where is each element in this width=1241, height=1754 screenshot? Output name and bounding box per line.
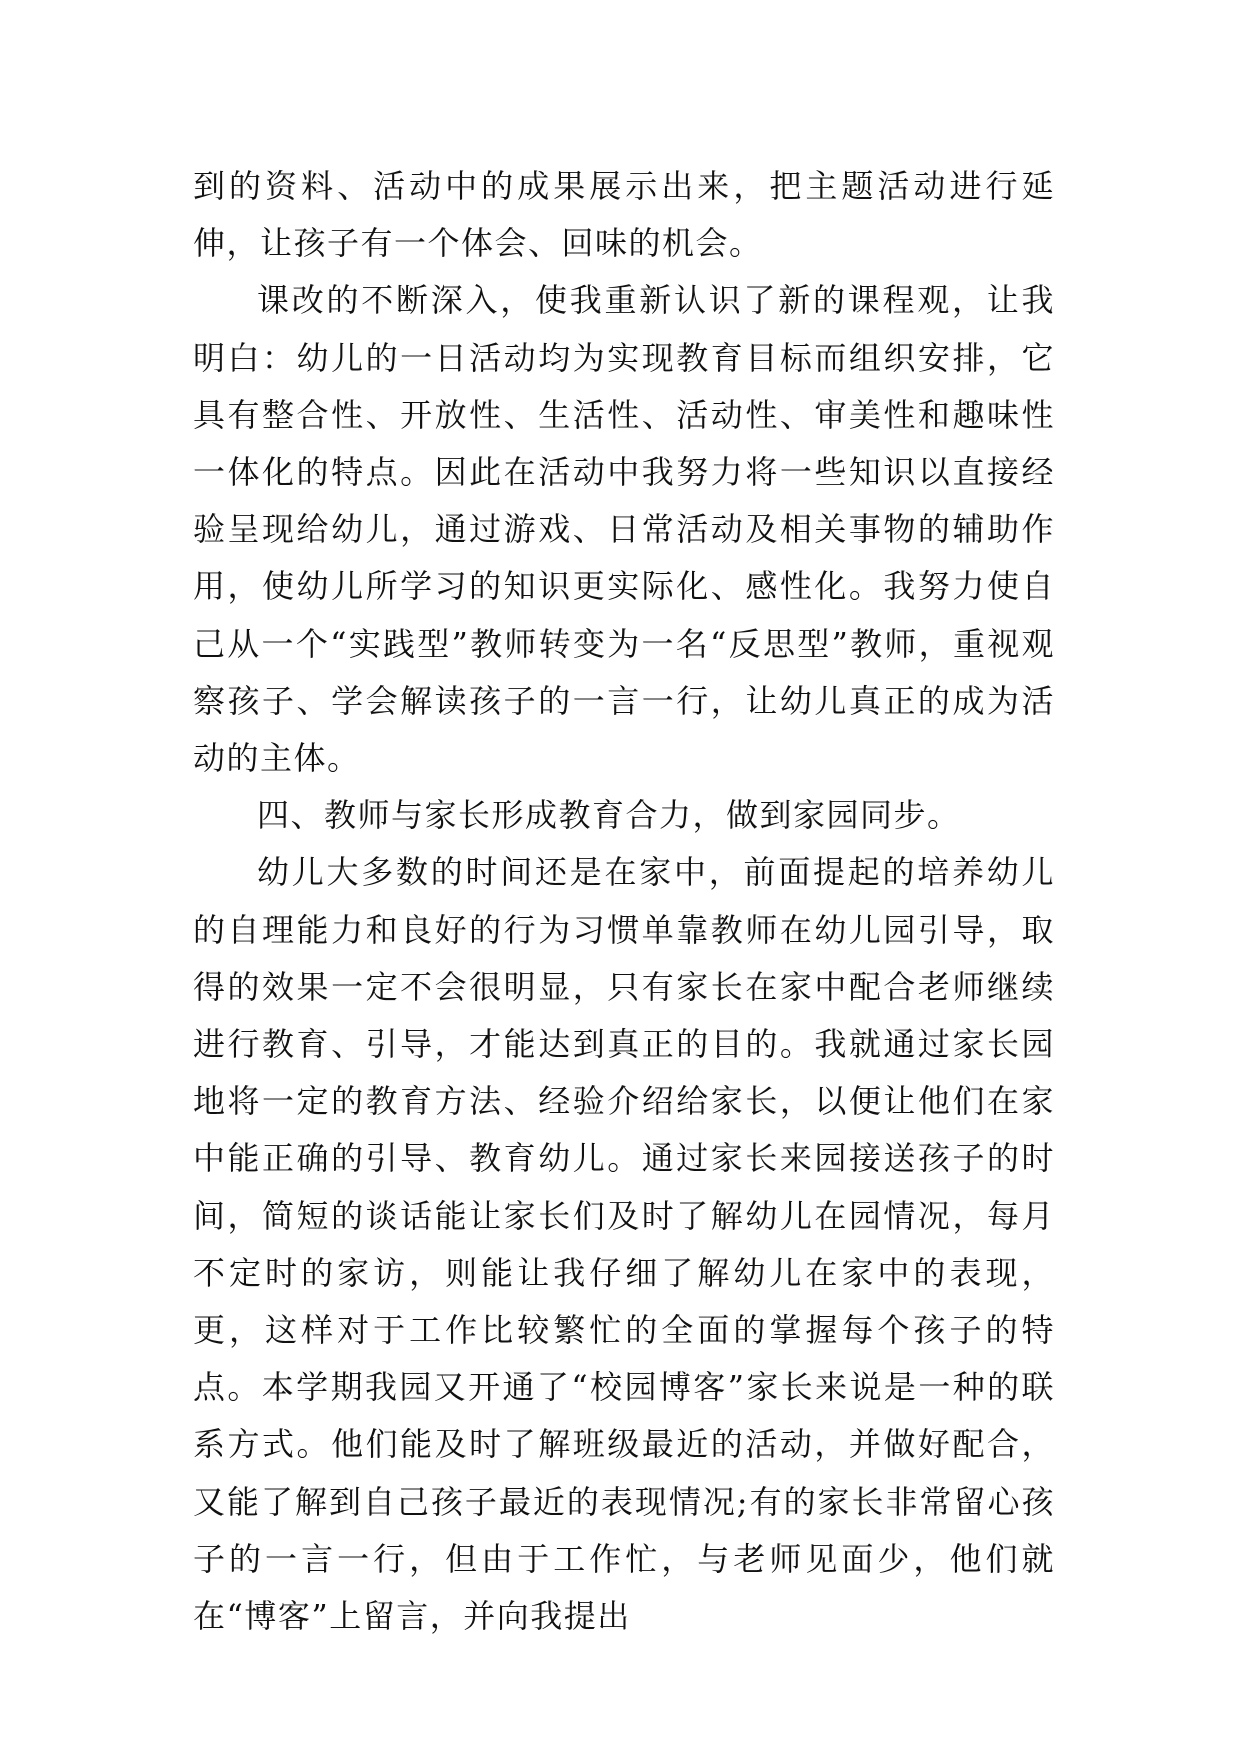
paragraph-curriculum-reform: 课改的不断深入，使我重新认识了新的课程观，让我明白：幼儿的一日活动均为实现教育目标而组织安排，它具有整合性、开放性、生活性、活动性、审美性和趣味性一体化的特点。因此在活动中我努力将一些知识以直接经验呈现给幼儿，通过游戏、日常活动及相关事物的辅助作用，使幼儿所学习的知识更实际化、感性化。我努力使自己从一个“实践型”教师转变为一名“反思型”教师，重视观察孩子、学会解读孩子的一言一行，让幼儿真正的成为活动的主体。 (193, 281, 1055, 778)
document-body (193, 158, 1055, 1645)
paragraph-continuation: 到的资料、活动中的成果展示出来，把主题活动进行延伸，让孩子有一个体会、回味的机会。 (193, 167, 1055, 263)
section-heading-home-school: 四、教师与家长形成教育合力，做到家园同步。 (257, 796, 961, 835)
paragraph-home-school-cooperation: 幼儿大多数的时间还是在家中，前面提起的培养幼儿的自理能力和良好的行为习惯单靠教师在幼儿园引导，取得的效果一定不会很明显，只有家长在家中配合老师继续进行教育、引导，才能达到真正的目的。我就通过家长园地将一定的教育方法、经验介绍给家长，以便让他们在家中能正确的引导、教育幼儿。通过家长来园接送孩子的时间，简短的谈话能让家长们及时了解幼儿在园情况，每月不定时的家访，则能让我仔细了解幼儿在家中的表现，更，这样对于工作比较繁忙的全面的掌握每个孩子的特点。本学期我园又开通了“校园博客”家长来说是一种的联系方式。他们能及时了解班级最近的活动，并做好配合，又能了解到自己孩子最近的表现情况;有的家长非常留心孩子的一言一行，但由于工作忙，与老师见面少，他们就在“博客”上留言，并向我提出 (193, 853, 1055, 1636)
